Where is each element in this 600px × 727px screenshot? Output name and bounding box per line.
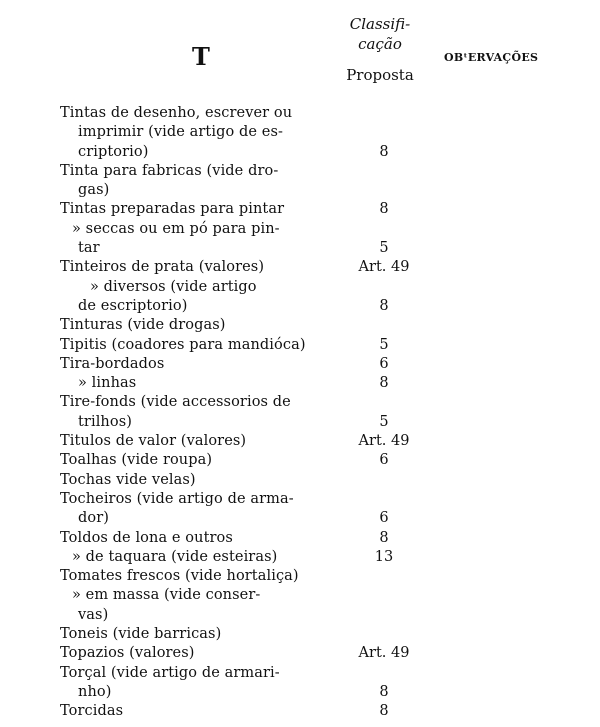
list-item bbox=[0, 432, 600, 451]
proposal-header: Proposta bbox=[346, 66, 414, 84]
section-letter: T bbox=[192, 42, 211, 71]
list-item bbox=[0, 625, 600, 644]
list-item bbox=[0, 181, 600, 200]
entry-text: Torçal (vide artigo de armari- bbox=[60, 664, 280, 681]
list-item bbox=[0, 413, 600, 432]
list-item bbox=[0, 490, 600, 509]
entry-text: nho) bbox=[78, 683, 112, 700]
entry-text: tar bbox=[78, 240, 100, 257]
list-item bbox=[0, 586, 600, 605]
entry-classification: 8 bbox=[379, 375, 389, 392]
entry-text: vas) bbox=[78, 606, 109, 623]
entry-classification: Art. 49 bbox=[358, 645, 410, 662]
list-item bbox=[0, 548, 600, 567]
entry-classification: 6 bbox=[379, 510, 389, 527]
list-item bbox=[0, 606, 600, 625]
entry-text: Tocheiros (vide artigo de arma- bbox=[60, 490, 294, 507]
entry-text: Topazios (valores) bbox=[60, 645, 195, 662]
entry-text: Tochas vide velas) bbox=[60, 471, 196, 488]
entry-text: Tire-fonds (vide accessorios de bbox=[60, 394, 291, 411]
list-item bbox=[0, 355, 600, 374]
classification-header-line1: Classifi- bbox=[349, 15, 411, 33]
list-item bbox=[0, 258, 600, 277]
list-item bbox=[0, 644, 600, 663]
entry-text: Toldos de lona e outros bbox=[60, 529, 233, 546]
list-item bbox=[0, 451, 600, 470]
entry-classification: 5 bbox=[379, 240, 389, 257]
list-item bbox=[0, 567, 600, 586]
entry-text: Tomates frescos (vide hortaliça) bbox=[60, 568, 299, 585]
entry-text: Torcidas bbox=[60, 703, 124, 720]
entry-text: Tinta para fabricas (vide dro- bbox=[60, 162, 279, 179]
list-item bbox=[0, 278, 600, 297]
list-item bbox=[0, 220, 600, 239]
entry-text: Tira-bordados bbox=[60, 355, 165, 372]
entry-classification: 8 bbox=[379, 529, 389, 546]
classification-header-line2: cação bbox=[358, 35, 402, 53]
list-item bbox=[0, 162, 600, 181]
entry-classification: 8 bbox=[379, 143, 389, 160]
entry-classification: 8 bbox=[379, 201, 389, 218]
entry-text: Tintas preparadas para pintar bbox=[60, 201, 285, 218]
list-item bbox=[0, 104, 600, 123]
entry-text: Tipitis (coadores para mandióca) bbox=[60, 336, 306, 353]
list-item bbox=[0, 393, 600, 412]
entry-classification: 5 bbox=[379, 413, 389, 430]
entry-classification: 6 bbox=[379, 355, 389, 372]
entry-text: Titulos de valor (valores) bbox=[60, 433, 247, 450]
entry-classification: 8 bbox=[379, 683, 389, 700]
list-item bbox=[0, 336, 600, 355]
entry-classification: Art. 49 bbox=[358, 433, 410, 450]
list-item bbox=[0, 297, 600, 316]
list-item bbox=[0, 702, 600, 721]
list-item bbox=[0, 374, 600, 393]
list-item bbox=[0, 683, 600, 702]
entry-text: trilhos) bbox=[78, 413, 132, 430]
entry-text: » diversos (vide artigo bbox=[90, 278, 257, 295]
entry-classification: 8 bbox=[379, 703, 389, 720]
entry-text: Tinteiros de prata (valores) bbox=[60, 259, 265, 276]
entry-text: criptorio) bbox=[78, 143, 149, 160]
entry-classification: 5 bbox=[379, 336, 389, 353]
entry-text: imprimir (vide artigo de es- bbox=[78, 124, 283, 141]
entry-classification: 8 bbox=[379, 297, 389, 314]
entry-text: gas) bbox=[78, 182, 110, 199]
entry-text: Toneis (vide barricas) bbox=[60, 626, 222, 643]
entry-classification: Art. 49 bbox=[358, 259, 410, 276]
entry-text: Tintas de desenho, escrever ou bbox=[60, 105, 293, 121]
list-item bbox=[0, 123, 600, 142]
list-item bbox=[0, 239, 600, 258]
entry-text: de escriptorio) bbox=[78, 297, 188, 314]
entry-text: » em massa (vide conser- bbox=[72, 587, 261, 604]
entry-text: dor) bbox=[78, 510, 110, 527]
list-item bbox=[0, 316, 600, 335]
entry-text: Tinturas (vide drogas) bbox=[60, 317, 226, 334]
entry-classification: 6 bbox=[379, 452, 389, 469]
classification-header bbox=[340, 14, 420, 54]
list-item bbox=[0, 200, 600, 219]
entry-text: » de taquara (vide esteiras) bbox=[72, 548, 278, 565]
entry-text: Toalhas (vide roupa) bbox=[60, 452, 213, 469]
entry-text: » linhas bbox=[78, 375, 137, 392]
observations-header: OBᵗERVAÇÕES bbox=[444, 51, 539, 64]
entry-text: » seccas ou em pó para pin- bbox=[72, 220, 280, 237]
entries-list bbox=[0, 104, 600, 722]
list-item bbox=[0, 143, 600, 162]
entry-classification: 13 bbox=[374, 548, 394, 565]
list-item bbox=[0, 509, 600, 528]
list-item bbox=[0, 529, 600, 548]
list-item bbox=[0, 664, 600, 683]
list-item bbox=[0, 471, 600, 490]
